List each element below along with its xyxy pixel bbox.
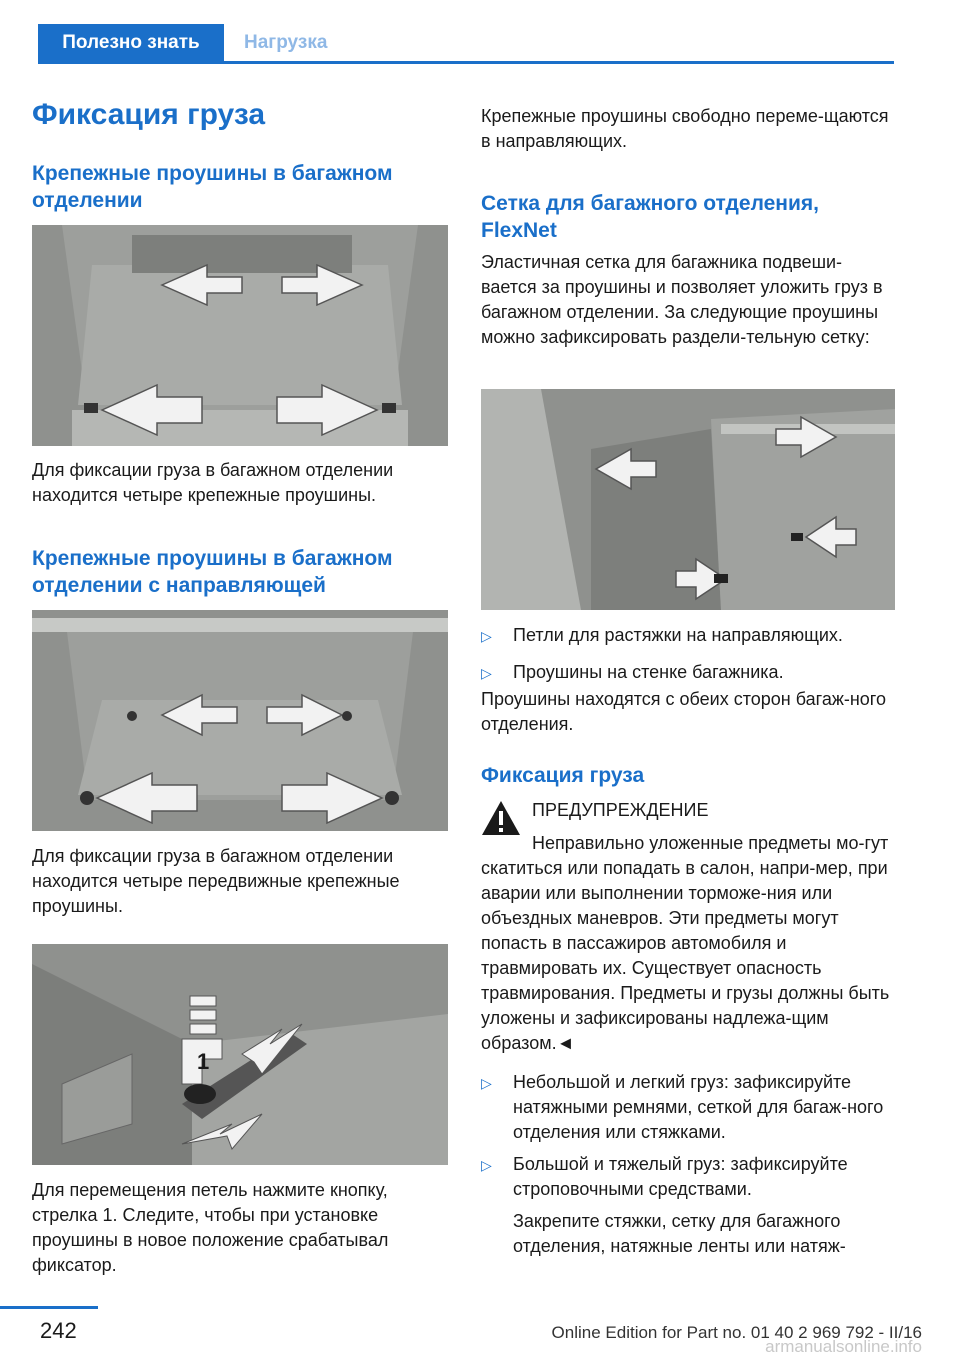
bullet-text: Проушины на стенке багажника.: [513, 662, 784, 682]
warning-title: ПРЕДУПРЕЖДЕНИЕ: [532, 800, 709, 820]
flexnet-text: Эластичная сетка для багажника подвеши‐вается за проушины и позволяет уложить груз в багажном отделении. За следующие проушины можно зафиксировать раздели‐тельную сетку:: [481, 252, 883, 347]
list-item: [481, 660, 895, 686]
section2-caption: Для фиксации груза в багажном отделении находится четыре передвижные крепежные проушины.: [32, 846, 400, 916]
edition-text: Online Edition for Part no. 01 40 2 969 792 - II/16: [551, 1323, 922, 1342]
flexnet-photo: [481, 389, 895, 610]
bullet-text: Небольшой и легкий груз: зафиксируйте натяжными ремнями, сеткой для багаж‐ного отделения или стяжками.: [513, 1072, 884, 1142]
list-item: [481, 1070, 895, 1145]
securing-bullet-list: [481, 1070, 895, 1259]
marker-1: 1: [197, 1049, 210, 1074]
bullet-triangle-icon: ▷: [481, 1075, 492, 1091]
trunk-photo-1: [32, 225, 448, 446]
footer-divider: [0, 1306, 98, 1309]
warning-text: Неправильно уложенные предметы мо‐гут скатиться или попадать в салон, напри‐мер, при аварии или выполнении торможе‐ния или объездных маневров. Эти предметы могут попасть в пассажиров автомобиля и травмировать их. Существует опасность травмирования. Предметы и грузы должны быть уложены и зафиксированы надлежа‐щим образом.◄: [481, 833, 890, 1053]
securing-heading: Фиксация груза: [481, 764, 645, 787]
securing-sub-text: Закрепите стяжки, сетку для багажного отделения, натяжные ленты или натяж‐: [513, 1211, 846, 1256]
section2-heading: Крепежные проушины в багажном отделении с направляющей: [32, 547, 393, 597]
page-header: [0, 0, 960, 64]
flexnet-bullet-list: [481, 623, 895, 686]
list-item: [481, 1152, 895, 1202]
section1-caption: Для фиксации груза в багажном отделении находится четыре крепежные проушины.: [32, 460, 394, 505]
flexnet-heading: Сетка для багажного отделения, FlexNet: [481, 192, 819, 242]
flexnet-note: Проушины находятся с обеих сторон багаж‐ного отделения.: [481, 689, 886, 734]
tab-useful-info[interactable]: Полезно знать: [38, 24, 224, 62]
bullet-triangle-icon: ▷: [481, 1157, 492, 1173]
page-number: 242: [40, 1318, 77, 1343]
bullet-text: Петли для растяжки на направляющих.: [513, 625, 843, 645]
tab-load[interactable]: Нагрузка: [244, 32, 328, 53]
section3-caption: Для перемещения петель нажмите кнопку, стрелка 1. Следите, чтобы при установке проушины в новое положение срабатывал фиксатор.: [32, 1180, 389, 1275]
watermark: armanualsonline.info: [765, 1337, 922, 1356]
bullet-triangle-icon: ▷: [481, 628, 492, 644]
trunk-photo-2: [32, 610, 448, 831]
rail-eye-photo: [32, 944, 448, 1165]
section1-heading: Крепежные проушины в багажном отделении: [32, 162, 393, 212]
bullet-text: Большой и тяжелый груз: зафиксируйте строповочными средствами.: [513, 1154, 848, 1199]
rail-intro: Крепежные проушины свободно переме‐щаются в направляющих.: [481, 106, 889, 151]
page-title: Фиксация груза: [32, 98, 266, 131]
header-divider: [38, 61, 894, 64]
list-item: [481, 623, 895, 649]
bullet-triangle-icon: ▷: [481, 665, 492, 681]
